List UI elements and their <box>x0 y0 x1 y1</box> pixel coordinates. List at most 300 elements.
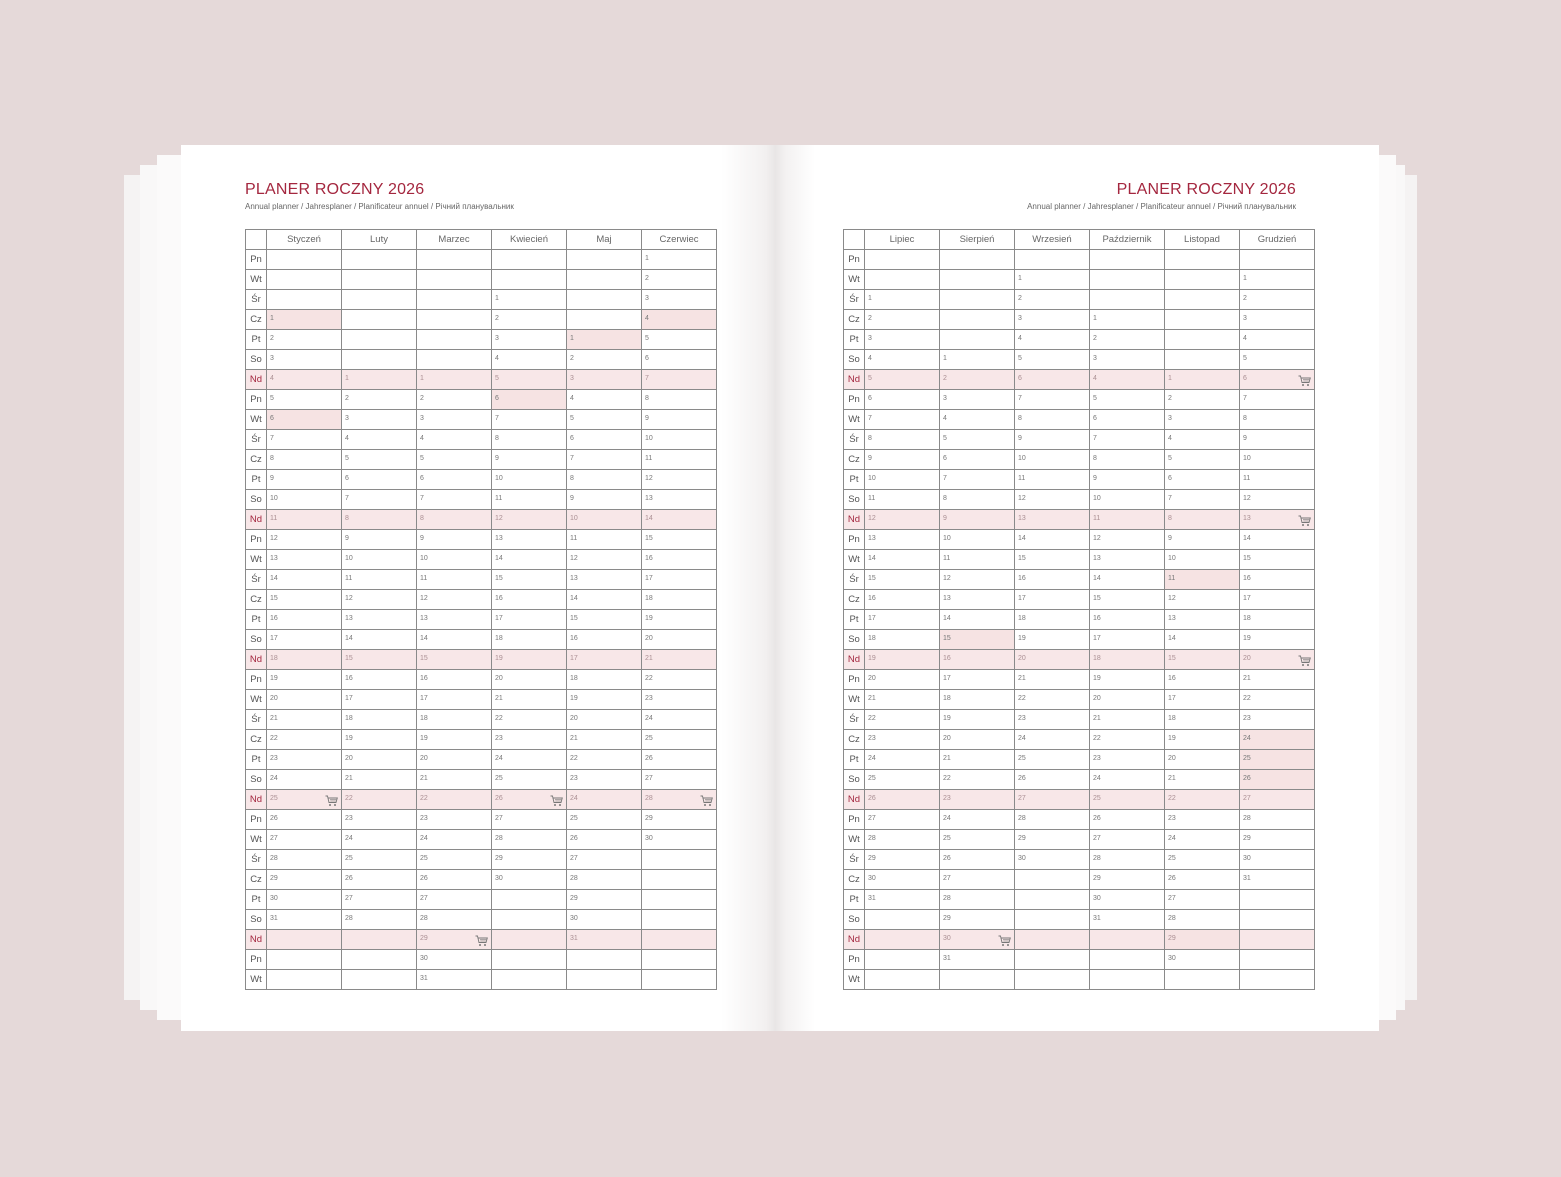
day-cell[interactable] <box>1090 590 1165 610</box>
day-cell[interactable] <box>865 470 940 490</box>
day-cell[interactable] <box>865 950 940 970</box>
day-cell[interactable] <box>1015 710 1090 730</box>
day-cell[interactable] <box>1090 290 1165 310</box>
day-cell[interactable] <box>1090 790 1165 810</box>
day-cell[interactable] <box>1015 670 1090 690</box>
day-cell[interactable] <box>567 650 642 670</box>
day-cell[interactable] <box>1090 750 1165 770</box>
day-cell[interactable] <box>492 470 567 490</box>
day-cell[interactable] <box>417 850 492 870</box>
day-cell[interactable] <box>1165 490 1240 510</box>
day-cell[interactable] <box>865 290 940 310</box>
day-cell[interactable] <box>267 410 342 430</box>
day-cell[interactable] <box>1015 570 1090 590</box>
day-cell[interactable] <box>267 830 342 850</box>
day-cell[interactable] <box>342 690 417 710</box>
day-cell[interactable] <box>417 330 492 350</box>
day-cell[interactable] <box>642 470 717 490</box>
day-cell[interactable] <box>1015 630 1090 650</box>
day-cell[interactable] <box>642 310 717 330</box>
day-cell[interactable] <box>342 910 417 930</box>
day-cell[interactable] <box>492 330 567 350</box>
day-cell[interactable] <box>1090 930 1165 950</box>
day-cell[interactable] <box>865 830 940 850</box>
day-cell[interactable] <box>492 750 567 770</box>
day-cell[interactable] <box>267 730 342 750</box>
day-cell[interactable] <box>1015 430 1090 450</box>
day-cell[interactable] <box>1090 490 1165 510</box>
day-cell[interactable] <box>492 450 567 470</box>
day-cell[interactable] <box>342 850 417 870</box>
day-cell[interactable] <box>642 830 717 850</box>
day-cell[interactable] <box>1090 570 1165 590</box>
day-cell[interactable] <box>940 390 1015 410</box>
day-cell[interactable] <box>1165 790 1240 810</box>
day-cell[interactable] <box>1090 270 1165 290</box>
day-cell[interactable] <box>1240 610 1315 630</box>
day-cell[interactable] <box>1090 350 1165 370</box>
day-cell[interactable] <box>642 410 717 430</box>
day-cell[interactable] <box>417 490 492 510</box>
day-cell[interactable] <box>865 370 940 390</box>
day-cell[interactable] <box>940 510 1015 530</box>
day-cell[interactable] <box>940 830 1015 850</box>
day-cell[interactable] <box>1090 890 1165 910</box>
day-cell[interactable] <box>267 790 342 810</box>
day-cell[interactable] <box>342 950 417 970</box>
day-cell[interactable] <box>940 690 1015 710</box>
day-cell[interactable] <box>267 650 342 670</box>
day-cell[interactable] <box>492 570 567 590</box>
day-cell[interactable] <box>342 710 417 730</box>
day-cell[interactable] <box>1240 410 1315 430</box>
day-cell[interactable] <box>567 750 642 770</box>
day-cell[interactable] <box>642 530 717 550</box>
day-cell[interactable] <box>1165 290 1240 310</box>
day-cell[interactable] <box>642 490 717 510</box>
day-cell[interactable] <box>267 710 342 730</box>
day-cell[interactable] <box>267 930 342 950</box>
day-cell[interactable] <box>492 310 567 330</box>
day-cell[interactable] <box>940 450 1015 470</box>
day-cell[interactable] <box>1165 890 1240 910</box>
day-cell[interactable] <box>940 810 1015 830</box>
day-cell[interactable] <box>865 670 940 690</box>
day-cell[interactable] <box>492 710 567 730</box>
day-cell[interactable] <box>1240 690 1315 710</box>
day-cell[interactable] <box>1240 450 1315 470</box>
day-cell[interactable] <box>865 410 940 430</box>
day-cell[interactable] <box>567 810 642 830</box>
day-cell[interactable] <box>567 870 642 890</box>
day-cell[interactable] <box>1165 950 1240 970</box>
day-cell[interactable] <box>417 510 492 530</box>
day-cell[interactable] <box>865 330 940 350</box>
day-cell[interactable] <box>492 610 567 630</box>
day-cell[interactable] <box>267 570 342 590</box>
day-cell[interactable] <box>417 770 492 790</box>
day-cell[interactable] <box>417 830 492 850</box>
day-cell[interactable] <box>865 250 940 270</box>
day-cell[interactable] <box>267 750 342 770</box>
day-cell[interactable] <box>642 630 717 650</box>
day-cell[interactable] <box>865 730 940 750</box>
day-cell[interactable] <box>1240 890 1315 910</box>
day-cell[interactable] <box>567 330 642 350</box>
day-cell[interactable] <box>492 350 567 370</box>
day-cell[interactable] <box>342 830 417 850</box>
day-cell[interactable] <box>1240 490 1315 510</box>
day-cell[interactable] <box>1240 510 1315 530</box>
day-cell[interactable] <box>1165 530 1240 550</box>
day-cell[interactable] <box>567 550 642 570</box>
day-cell[interactable] <box>417 290 492 310</box>
day-cell[interactable] <box>492 290 567 310</box>
day-cell[interactable] <box>1015 870 1090 890</box>
day-cell[interactable] <box>1090 310 1165 330</box>
day-cell[interactable] <box>1015 470 1090 490</box>
day-cell[interactable] <box>1240 430 1315 450</box>
day-cell[interactable] <box>492 870 567 890</box>
day-cell[interactable] <box>642 950 717 970</box>
day-cell[interactable] <box>342 290 417 310</box>
day-cell[interactable] <box>1015 950 1090 970</box>
day-cell[interactable] <box>1240 330 1315 350</box>
day-cell[interactable] <box>865 710 940 730</box>
day-cell[interactable] <box>492 530 567 550</box>
day-cell[interactable] <box>267 290 342 310</box>
day-cell[interactable] <box>492 390 567 410</box>
day-cell[interactable] <box>492 950 567 970</box>
day-cell[interactable] <box>1090 690 1165 710</box>
day-cell[interactable] <box>1240 470 1315 490</box>
day-cell[interactable] <box>342 870 417 890</box>
day-cell[interactable] <box>865 430 940 450</box>
day-cell[interactable] <box>642 670 717 690</box>
day-cell[interactable] <box>417 870 492 890</box>
day-cell[interactable] <box>342 450 417 470</box>
day-cell[interactable] <box>417 650 492 670</box>
day-cell[interactable] <box>492 630 567 650</box>
day-cell[interactable] <box>865 650 940 670</box>
day-cell[interactable] <box>865 890 940 910</box>
day-cell[interactable] <box>417 530 492 550</box>
day-cell[interactable] <box>1240 870 1315 890</box>
day-cell[interactable] <box>267 890 342 910</box>
day-cell[interactable] <box>865 510 940 530</box>
day-cell[interactable] <box>1240 370 1315 390</box>
day-cell[interactable] <box>940 470 1015 490</box>
day-cell[interactable] <box>267 530 342 550</box>
day-cell[interactable] <box>940 550 1015 570</box>
day-cell[interactable] <box>342 570 417 590</box>
day-cell[interactable] <box>342 770 417 790</box>
day-cell[interactable] <box>342 430 417 450</box>
day-cell[interactable] <box>267 810 342 830</box>
day-cell[interactable] <box>865 630 940 650</box>
day-cell[interactable] <box>940 770 1015 790</box>
day-cell[interactable] <box>1165 930 1240 950</box>
day-cell[interactable] <box>642 790 717 810</box>
day-cell[interactable] <box>1240 850 1315 870</box>
day-cell[interactable] <box>940 650 1015 670</box>
day-cell[interactable] <box>940 430 1015 450</box>
day-cell[interactable] <box>865 450 940 470</box>
day-cell[interactable] <box>1090 850 1165 870</box>
day-cell[interactable] <box>1090 410 1165 430</box>
day-cell[interactable] <box>342 250 417 270</box>
day-cell[interactable] <box>1015 510 1090 530</box>
day-cell[interactable] <box>1165 830 1240 850</box>
day-cell[interactable] <box>417 730 492 750</box>
day-cell[interactable] <box>417 310 492 330</box>
day-cell[interactable] <box>267 350 342 370</box>
day-cell[interactable] <box>492 430 567 450</box>
day-cell[interactable] <box>492 250 567 270</box>
day-cell[interactable] <box>1015 410 1090 430</box>
day-cell[interactable] <box>342 930 417 950</box>
day-cell[interactable] <box>1090 430 1165 450</box>
day-cell[interactable] <box>342 350 417 370</box>
day-cell[interactable] <box>1165 710 1240 730</box>
day-cell[interactable] <box>1015 310 1090 330</box>
day-cell[interactable] <box>267 690 342 710</box>
day-cell[interactable] <box>1240 790 1315 810</box>
day-cell[interactable] <box>865 770 940 790</box>
day-cell[interactable] <box>342 890 417 910</box>
day-cell[interactable] <box>642 390 717 410</box>
day-cell[interactable] <box>567 270 642 290</box>
day-cell[interactable] <box>267 470 342 490</box>
day-cell[interactable] <box>1240 830 1315 850</box>
day-cell[interactable] <box>1015 270 1090 290</box>
day-cell[interactable] <box>1090 530 1165 550</box>
day-cell[interactable] <box>940 290 1015 310</box>
day-cell[interactable] <box>342 970 417 990</box>
day-cell[interactable] <box>1165 350 1240 370</box>
day-cell[interactable] <box>417 390 492 410</box>
day-cell[interactable] <box>642 910 717 930</box>
day-cell[interactable] <box>642 650 717 670</box>
day-cell[interactable] <box>642 290 717 310</box>
day-cell[interactable] <box>417 610 492 630</box>
day-cell[interactable] <box>1090 650 1165 670</box>
day-cell[interactable] <box>492 690 567 710</box>
day-cell[interactable] <box>642 810 717 830</box>
day-cell[interactable] <box>1165 610 1240 630</box>
day-cell[interactable] <box>1090 390 1165 410</box>
day-cell[interactable] <box>567 610 642 630</box>
day-cell[interactable] <box>567 370 642 390</box>
day-cell[interactable] <box>1015 290 1090 310</box>
day-cell[interactable] <box>865 530 940 550</box>
day-cell[interactable] <box>567 290 642 310</box>
day-cell[interactable] <box>492 890 567 910</box>
day-cell[interactable] <box>642 350 717 370</box>
day-cell[interactable] <box>940 870 1015 890</box>
day-cell[interactable] <box>567 690 642 710</box>
day-cell[interactable] <box>865 750 940 770</box>
day-cell[interactable] <box>1165 370 1240 390</box>
day-cell[interactable] <box>567 310 642 330</box>
day-cell[interactable] <box>1165 810 1240 830</box>
day-cell[interactable] <box>1165 750 1240 770</box>
day-cell[interactable] <box>267 770 342 790</box>
day-cell[interactable] <box>417 350 492 370</box>
day-cell[interactable] <box>1090 770 1165 790</box>
day-cell[interactable] <box>1240 650 1315 670</box>
day-cell[interactable] <box>342 310 417 330</box>
day-cell[interactable] <box>642 370 717 390</box>
day-cell[interactable] <box>342 730 417 750</box>
day-cell[interactable] <box>1015 350 1090 370</box>
day-cell[interactable] <box>567 770 642 790</box>
day-cell[interactable] <box>1015 830 1090 850</box>
day-cell[interactable] <box>642 270 717 290</box>
day-cell[interactable] <box>1090 910 1165 930</box>
day-cell[interactable] <box>342 490 417 510</box>
day-cell[interactable] <box>940 250 1015 270</box>
day-cell[interactable] <box>342 610 417 630</box>
day-cell[interactable] <box>865 850 940 870</box>
day-cell[interactable] <box>492 490 567 510</box>
day-cell[interactable] <box>267 610 342 630</box>
day-cell[interactable] <box>865 570 940 590</box>
day-cell[interactable] <box>567 470 642 490</box>
day-cell[interactable] <box>1015 450 1090 470</box>
day-cell[interactable] <box>1240 770 1315 790</box>
day-cell[interactable] <box>865 270 940 290</box>
day-cell[interactable] <box>1240 630 1315 650</box>
day-cell[interactable] <box>865 910 940 930</box>
day-cell[interactable] <box>1165 770 1240 790</box>
day-cell[interactable] <box>1240 570 1315 590</box>
day-cell[interactable] <box>1165 570 1240 590</box>
day-cell[interactable] <box>940 350 1015 370</box>
day-cell[interactable] <box>865 790 940 810</box>
day-cell[interactable] <box>267 270 342 290</box>
day-cell[interactable] <box>1090 830 1165 850</box>
day-cell[interactable] <box>1165 550 1240 570</box>
day-cell[interactable] <box>267 370 342 390</box>
day-cell[interactable] <box>642 330 717 350</box>
day-cell[interactable] <box>1090 610 1165 630</box>
day-cell[interactable] <box>1240 670 1315 690</box>
day-cell[interactable] <box>417 570 492 590</box>
day-cell[interactable] <box>1165 630 1240 650</box>
day-cell[interactable] <box>1165 690 1240 710</box>
day-cell[interactable] <box>417 590 492 610</box>
day-cell[interactable] <box>417 470 492 490</box>
day-cell[interactable] <box>417 810 492 830</box>
day-cell[interactable] <box>940 530 1015 550</box>
day-cell[interactable] <box>1015 810 1090 830</box>
day-cell[interactable] <box>417 890 492 910</box>
day-cell[interactable] <box>940 910 1015 930</box>
day-cell[interactable] <box>417 250 492 270</box>
day-cell[interactable] <box>940 710 1015 730</box>
day-cell[interactable] <box>567 710 642 730</box>
day-cell[interactable] <box>1240 390 1315 410</box>
day-cell[interactable] <box>642 590 717 610</box>
day-cell[interactable] <box>342 590 417 610</box>
day-cell[interactable] <box>342 370 417 390</box>
day-cell[interactable] <box>1165 970 1240 990</box>
day-cell[interactable] <box>342 650 417 670</box>
day-cell[interactable] <box>865 310 940 330</box>
day-cell[interactable] <box>1165 850 1240 870</box>
day-cell[interactable] <box>567 910 642 930</box>
day-cell[interactable] <box>1165 650 1240 670</box>
day-cell[interactable] <box>1165 390 1240 410</box>
day-cell[interactable] <box>342 270 417 290</box>
day-cell[interactable] <box>492 910 567 930</box>
day-cell[interactable] <box>940 850 1015 870</box>
day-cell[interactable] <box>865 590 940 610</box>
day-cell[interactable] <box>940 330 1015 350</box>
day-cell[interactable] <box>1090 330 1165 350</box>
day-cell[interactable] <box>567 830 642 850</box>
day-cell[interactable] <box>342 810 417 830</box>
day-cell[interactable] <box>567 490 642 510</box>
day-cell[interactable] <box>642 710 717 730</box>
day-cell[interactable] <box>1015 730 1090 750</box>
day-cell[interactable] <box>417 630 492 650</box>
day-cell[interactable] <box>1240 970 1315 990</box>
day-cell[interactable] <box>1165 510 1240 530</box>
day-cell[interactable] <box>1240 710 1315 730</box>
day-cell[interactable] <box>567 510 642 530</box>
day-cell[interactable] <box>417 550 492 570</box>
day-cell[interactable] <box>417 410 492 430</box>
day-cell[interactable] <box>642 730 717 750</box>
day-cell[interactable] <box>865 550 940 570</box>
day-cell[interactable] <box>417 790 492 810</box>
day-cell[interactable] <box>417 370 492 390</box>
day-cell[interactable] <box>342 330 417 350</box>
day-cell[interactable] <box>940 630 1015 650</box>
day-cell[interactable] <box>865 610 940 630</box>
day-cell[interactable] <box>267 330 342 350</box>
day-cell[interactable] <box>492 550 567 570</box>
day-cell[interactable] <box>492 970 567 990</box>
day-cell[interactable] <box>940 890 1015 910</box>
day-cell[interactable] <box>1015 650 1090 670</box>
day-cell[interactable] <box>1090 550 1165 570</box>
day-cell[interactable] <box>492 850 567 870</box>
day-cell[interactable] <box>267 390 342 410</box>
day-cell[interactable] <box>642 770 717 790</box>
day-cell[interactable] <box>1090 870 1165 890</box>
day-cell[interactable] <box>492 790 567 810</box>
day-cell[interactable] <box>940 270 1015 290</box>
day-cell[interactable] <box>1240 950 1315 970</box>
day-cell[interactable] <box>342 550 417 570</box>
day-cell[interactable] <box>1090 370 1165 390</box>
day-cell[interactable] <box>1240 270 1315 290</box>
day-cell[interactable] <box>1015 550 1090 570</box>
day-cell[interactable] <box>567 670 642 690</box>
day-cell[interactable] <box>267 430 342 450</box>
day-cell[interactable] <box>1165 410 1240 430</box>
day-cell[interactable] <box>567 970 642 990</box>
day-cell[interactable] <box>1165 470 1240 490</box>
day-cell[interactable] <box>865 390 940 410</box>
day-cell[interactable] <box>1165 870 1240 890</box>
day-cell[interactable] <box>1090 450 1165 470</box>
day-cell[interactable] <box>1165 910 1240 930</box>
day-cell[interactable] <box>1090 670 1165 690</box>
